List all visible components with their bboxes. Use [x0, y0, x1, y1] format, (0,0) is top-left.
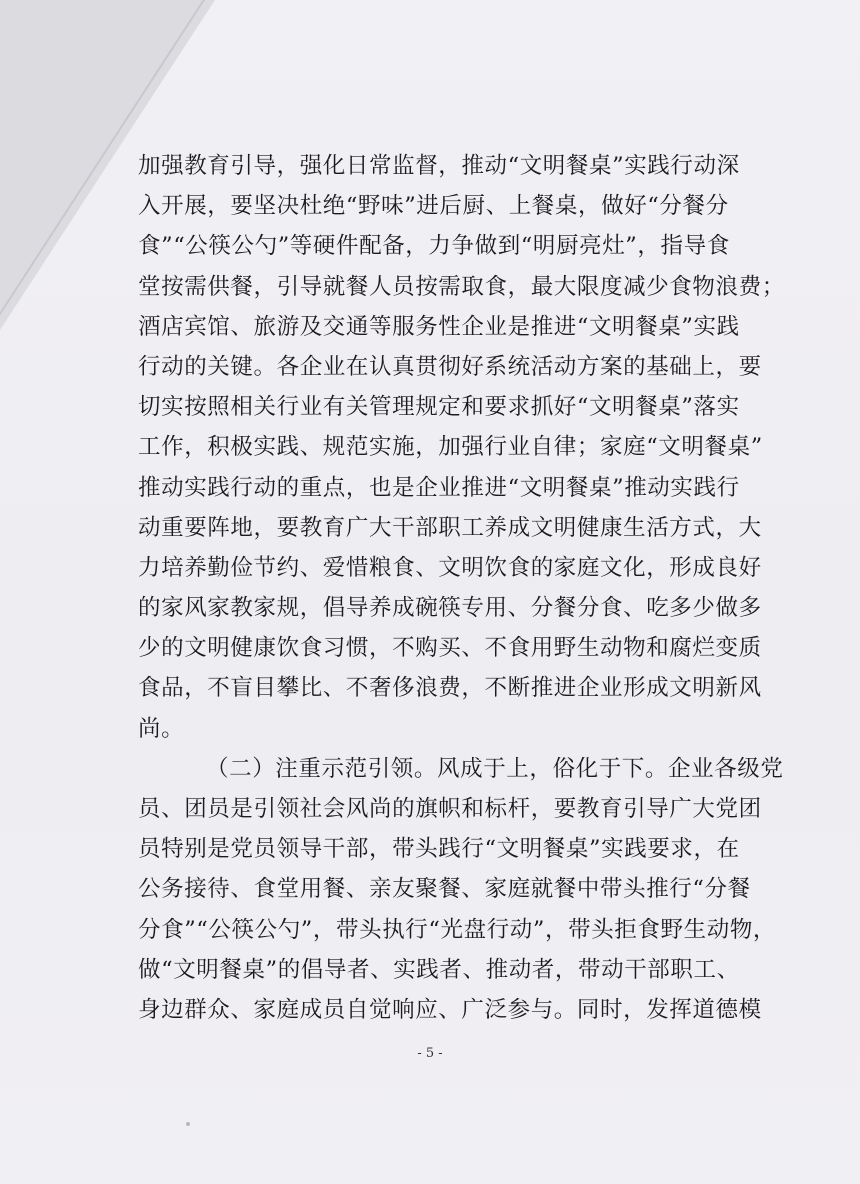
document-body — [138, 146, 785, 1030]
text-line: 分食”“公筷公勺”，带头执行“光盘行动”，带头拒食野生动物， — [138, 916, 777, 943]
text-line: 做“文明餐桌”的倡导者、实践者、推动者，带动干部职工、 — [138, 956, 740, 983]
text-line: 切实按照相关行业有关管理规定和要求抓好“文明餐桌”落实 — [138, 394, 740, 421]
text-line: 身边群众、家庭成员自觉响应、广泛参与。同时，发挥道德模 — [138, 996, 762, 1023]
text-line: 公务接待、食堂用餐、亲友聚餐、家庭就餐中带头推行“分餐 — [138, 876, 751, 903]
text-line: 入开展，要坚决杜绝“野味”进后厨、上餐桌，做好“分餐分 — [138, 193, 729, 220]
text-line: 动重要阵地，要教育广大干部职工养成文明健康生活方式，大 — [138, 514, 762, 541]
text-line: 推动实践行动的重点，也是企业推进“文明餐桌”推动实践行 — [138, 474, 740, 501]
page-number: - 5 - — [417, 1046, 443, 1061]
text-line: 堂按需供餐，引导就餐人员按需取食，最大限度减少食物浪费； — [138, 273, 785, 300]
text-line: 加强教育引导，强化日常监督，推动“文明餐桌”实践行动深 — [138, 153, 740, 179]
text-line: 尚。 — [138, 715, 185, 742]
text-line: 员特别是党员领导干部，带头践行“文明餐桌”实践要求，在 — [138, 836, 740, 863]
scan-speck — [186, 1122, 190, 1126]
text-line: 食品，不盲目攀比、不奢侈浪费，不断推进企业形成文明新风 — [138, 675, 762, 702]
text-line: 员、团员是引领社会风尚的旗帜和标杆，要教育引导广大党团 — [138, 796, 762, 822]
text-line: 少的文明健康饮食习惯，不购买、不食用野生动物和腐烂变质 — [138, 635, 762, 662]
text-line: 行动的关键。各企业在认真贯彻好系统活动方案的基础上，要 — [138, 353, 762, 380]
text-line: （二）注重示范引领。风成于上，俗化于下。企业各级党 — [206, 755, 784, 782]
text-line: 食”“公筷公勺”等硬件配备，力争做到“明厨亮灶”，指导食 — [138, 233, 730, 260]
text-line: 的家风家教家规，倡导养成碗筷专用、分餐分食、吃多少做多 — [138, 595, 762, 622]
text-line: 力培养勤俭节约、爱惜粮食、文明饮食的家庭文化，形成良好 — [138, 554, 762, 581]
text-line: 工作，积极实践、规范实施，加强行业自律；家庭“文明餐桌” — [138, 434, 763, 461]
text-line: 酒店宾馆、旅游及交通等服务性企业是推进“文明餐桌”实践 — [138, 313, 740, 340]
